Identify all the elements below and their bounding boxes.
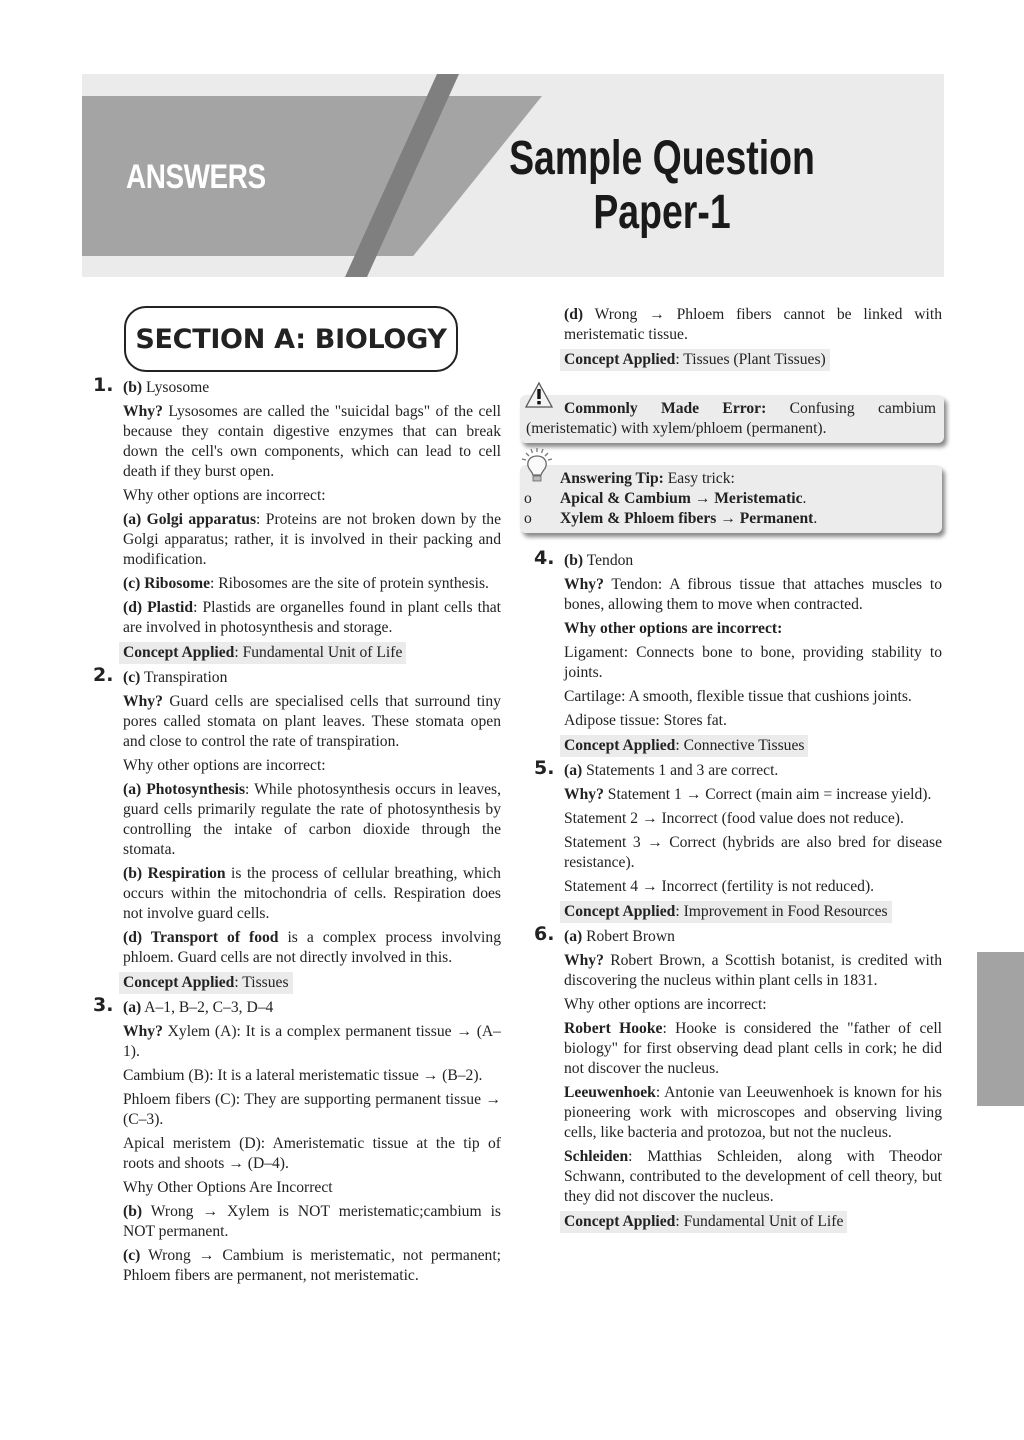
answer-4 [534,547,942,761]
answering-tip-callout [520,465,942,533]
title-line-2: Paper-1 [593,186,731,239]
answer-2 [93,664,501,998]
other-option: Leeuwenhoek: Antonie van Leeuwenhoek is known for his pioneering work with microscopes and observing living cells, like bacteria and protozoa, but not the nucleus. [564,1084,942,1141]
other-option: (d) Transport of food is a complex process involving phloem. Guard cells are not directly involved in this. [123,929,501,966]
explanation-line: Cartilage: A smooth, flexible tissue that cushions joints. [564,688,912,705]
answer-text: Lysosome [145,379,210,396]
question-number: 2. [93,664,114,686]
why-text: Xylem (A): It is a complex permanent tissue → (A–1). [123,1023,501,1060]
explanation-line: Statement 2 → Incorrect (food value does not reduce). [564,810,904,827]
warning-icon [524,381,554,409]
explanation-line: Adipose tissue: Stores fat. [564,712,727,729]
why-text: Tendon: A fibrous tissue that attaches muscles to bones, allowing them to move when contracted. [564,576,942,613]
other-option: (b) Wrong → Xylem is NOT meristematic;cambium is NOT permanent. [123,1203,501,1240]
other-option: (a) Photosynthesis: While photosynthesis occurs in leaves, guard cells primarily regulate the rate of photosynthesis by controlling the intake of carbon dioxide through the stomata. [123,781,501,858]
why-label: Why? [123,403,163,420]
answer-5 [534,757,942,927]
other-option: (c) Wrong → Cambium is meristematic, not permanent; Phloem fibers are permanent, not meristematic. [123,1247,501,1284]
tip-item: o Apical & Cambium → Meristematic. [524,490,807,507]
other-option: (a) Golgi apparatus: Proteins are not broken down by the Golgi apparatus; rather, it is involved in their packing and modification. [123,511,501,568]
answer-1 [93,374,501,668]
explanation-line: Cambium (B): It is a lateral meristematic tissue → (B–2). [123,1067,483,1084]
explanation-line: Statement 3 → Correct (hybrids are also bred for disease resistance). [564,834,942,871]
bullet-icon: o [524,490,532,507]
other-option: (d) Wrong → Phloem fibers cannot be linked with meristematic tissue. [564,306,942,343]
common-error-callout [520,395,944,443]
question-number: 4. [534,547,555,569]
answer-text: A–1, B–2, C–3, D–4 [144,999,274,1016]
question-number: 6. [534,923,555,945]
answer-option: (a) [564,762,583,779]
page-title [490,132,833,240]
side-thumb-tab [977,952,1024,1106]
concept-applied: Concept Applied: Connective Tissues [560,735,808,757]
question-number: 1. [93,374,114,396]
answer-option: (a) [564,928,583,945]
tip-item: o Xylem & Phloem fibers → Permanent. [524,510,818,527]
answer-text: Statements 1 and 3 are correct. [586,762,779,779]
answer-3 [93,994,501,1286]
why-label: Why? [123,1023,163,1040]
title-line-1: Sample Question [509,132,815,185]
why-text: Robert Brown, a Scottish botanist, is credited with discovering the nucleus within plant cells in 1831. [564,952,942,989]
why-label: Why? [123,693,163,710]
concept-applied: Concept Applied: Fundamental Unit of Life [560,1211,847,1233]
other-option: Schleiden: Matthias Schleiden, along with Theodor Schwann, contributed to the development of cell theory, but they did not discover the nucleus. [564,1148,942,1205]
other-option: (b) Respiration is the process of cellular breathing, which occurs within the mitochondria of cells. Respiration does not involve guard cells. [123,865,501,922]
why-text: Statement 1 → Correct (main aim = increase yield). [607,786,932,803]
other-heading: Why Other Options Are Incorrect [123,1179,333,1196]
answer-text: Transpiration [143,669,228,686]
why-label: Why? [564,952,604,969]
concept-applied: Concept Applied: Improvement in Food Resources [560,901,892,923]
explanation-line: Apical meristem (D): Ameristematic tissue at the tip of roots and shoots → (D–4). [123,1135,501,1172]
why-label: Why? [564,576,604,593]
answer-text: Tendon [586,552,634,569]
error-text: Confusing cambium (meristematic) with xylem/phloem (permanent). [526,400,936,437]
explanation-line: Ligament: Connects bone to bone, providing stability to joints. [564,644,942,681]
question-number: 5. [534,757,555,779]
section-heading: SECTION A: BIOLOGY [124,306,458,372]
answer-option: (c) [123,669,141,686]
error-label: Commonly Made Error: [564,400,767,417]
answer-option: (a) [123,999,142,1016]
bullet-icon: o [524,510,532,527]
concept-applied: Concept Applied: Tissues (Plant Tissues) [560,349,830,371]
other-heading: Why other options are incorrect: [564,996,767,1013]
other-heading: Why other options are incorrect: [123,757,326,774]
answer-option: (b) [123,379,143,396]
explanation-line: Phloem fibers (C): They are supporting permanent tissue → (C–3). [123,1091,501,1128]
why-text: Lysosomes are called the "suicidal bags" of the cell because they contain digestive enzymes that can break down the cell's own components, which can lead to cell death if they burst open. [123,403,501,480]
lightbulb-icon [520,447,554,483]
answer-text: Robert Brown [586,928,675,945]
answer-3-continued [534,305,942,375]
concept-applied: Concept Applied: Fundamental Unit of Life [119,642,406,664]
other-option: (c) Ribosome: Ribosomes are the site of protein synthesis. [123,575,489,592]
header-banner [82,74,944,277]
other-option: Robert Hooke: Hooke is considered the "father of cell biology" for first observing dead plant cells in cork; he did not discover the nucleus. [564,1020,942,1077]
other-heading: Why other options are incorrect: [123,487,326,504]
why-text: Guard cells are specialised cells that surround tiny pores called stomata on plant leaves. These stomata open and close to control the rate of transpiration. [123,693,501,750]
answers-label: ANSWERS [126,158,266,196]
answer-6 [534,923,942,1237]
tip-label: Answering Tip: [560,470,664,487]
right-column [524,305,942,1237]
why-label: Why? [564,786,604,803]
answer-option: (b) [564,552,584,569]
concept-applied: Concept Applied: Tissues [119,972,293,994]
other-heading: Why other options are incorrect: [564,620,783,637]
question-number: 3. [93,994,114,1016]
tip-text: Easy trick: [663,470,735,487]
explanation-line: Statement 4 → Incorrect (fertility is not reduced). [564,878,875,895]
other-option: (d) Plastid: Plastids are organelles found in plant cells that are involved in photosynthesis and storage. [123,599,501,636]
left-column [93,374,501,1290]
